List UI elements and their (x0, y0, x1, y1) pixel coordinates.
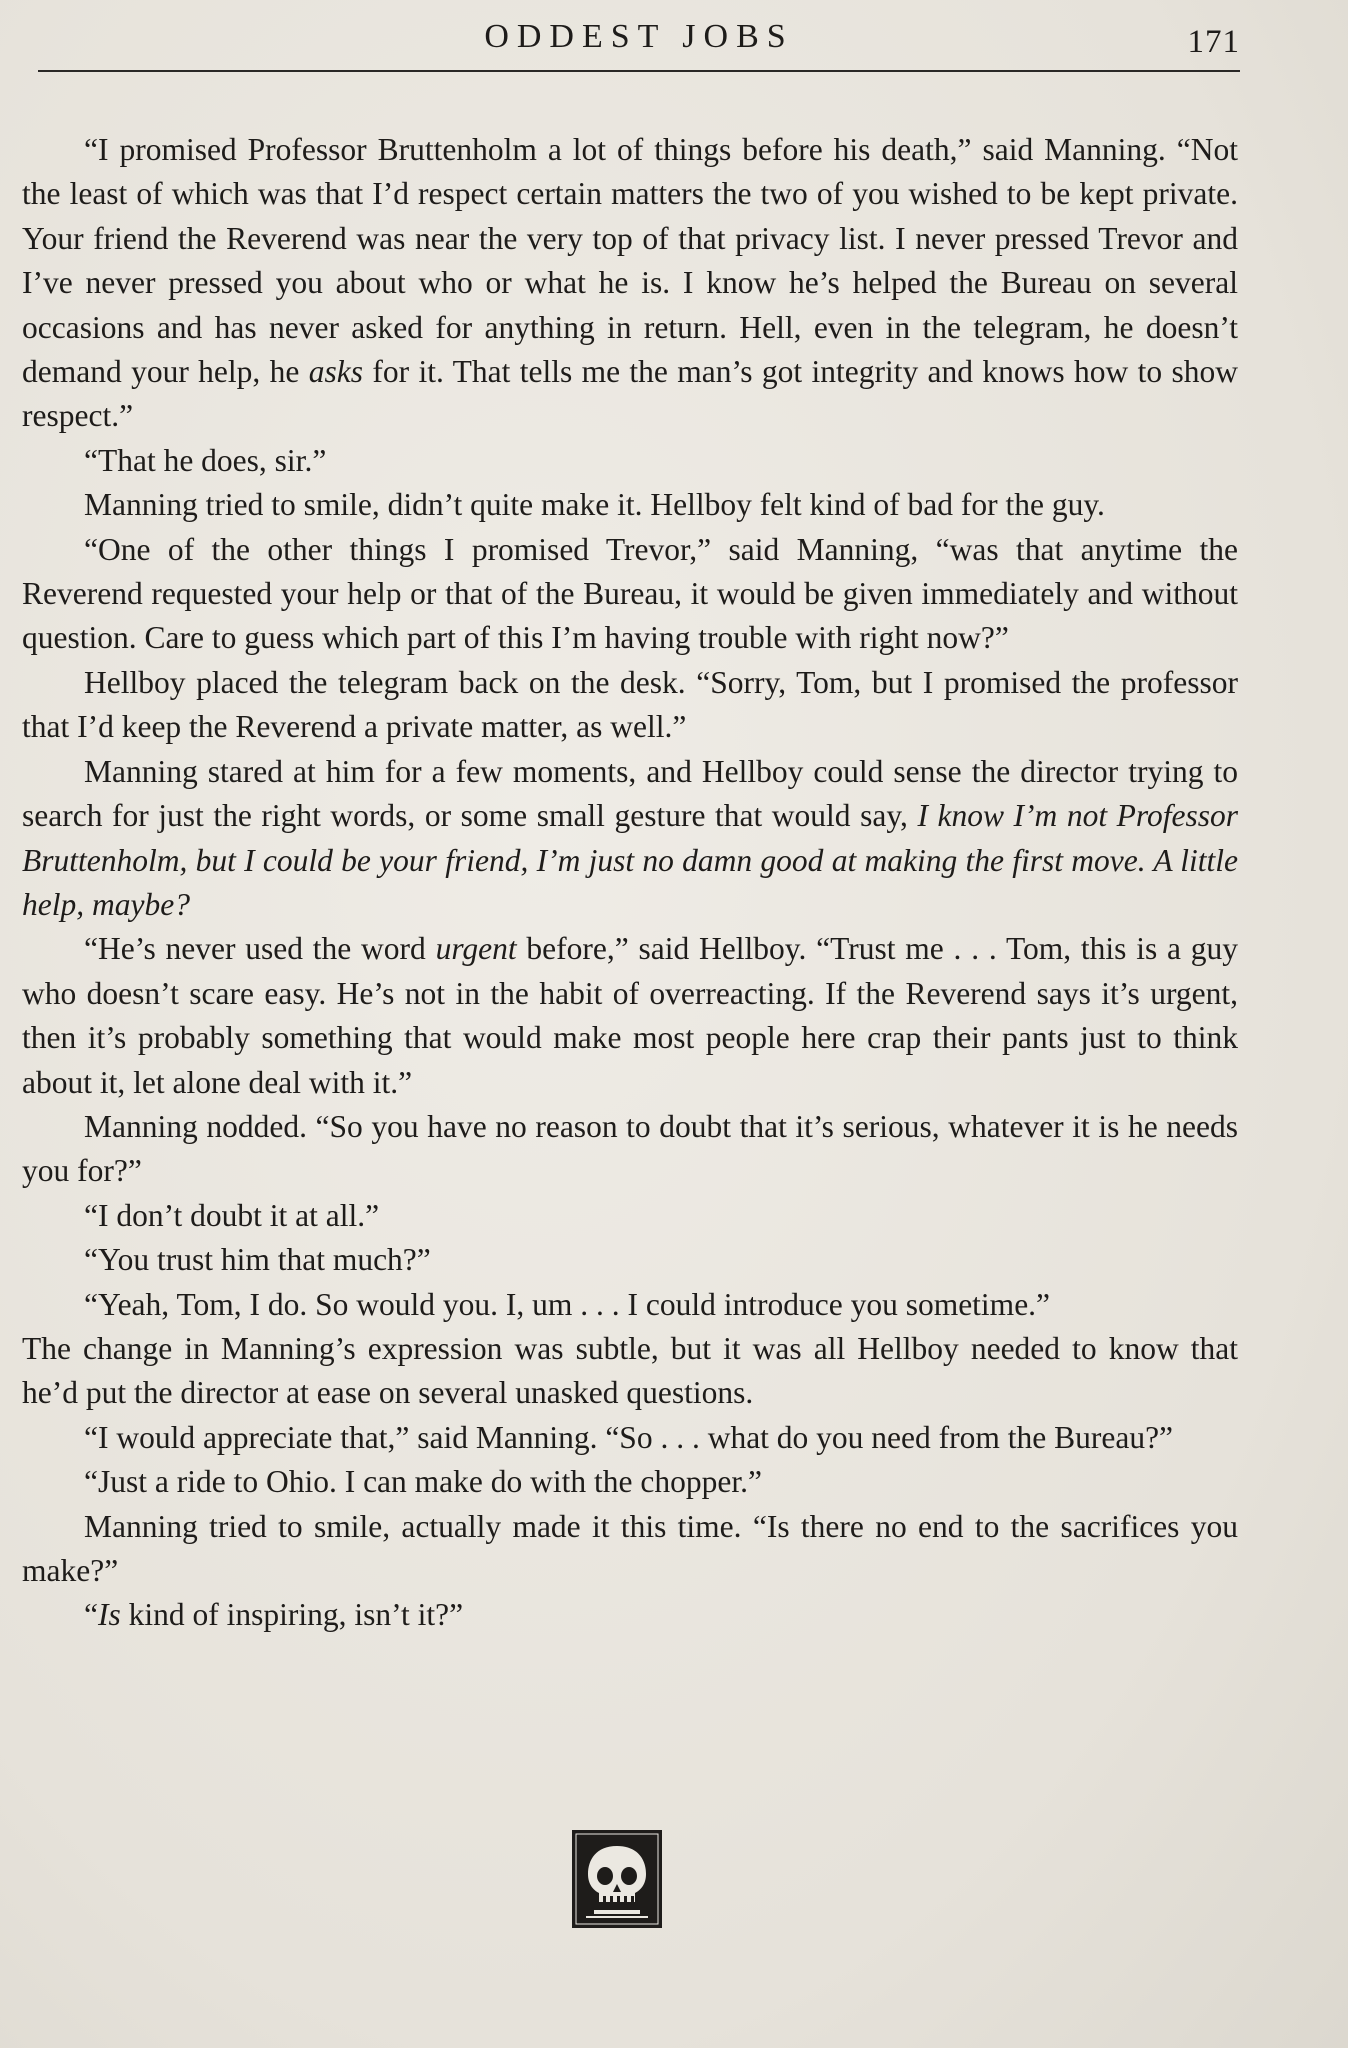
text-run: “Just a ride to Ohio. I can make do with the chopper.” (84, 1464, 762, 1500)
text-run: before,” said Hellboy. “Trust me . . . Tom, this is a guy who doesn’t scare easy. He’s not in the habit of overreacting. If the Reverend says it’s urgent, then it’s probably something that would make most people here crap their pants just to think about it, let alone deal with it.” (22, 931, 1238, 1100)
text-run: Manning stared at him for a few moments, and Hellboy could sense the director trying to search for just the right words, or some small gesture that would say, (22, 753, 1238, 834)
italic-text: I know I’m not Professor Bruttenholm, but I could be your friend, I’m just no damn good at making the first move. A little help, maybe? (22, 798, 1238, 922)
paragraph (22, 1238, 1238, 1282)
paragraph (22, 750, 1238, 928)
text-run: Manning tried to smile, actually made it this time. “Is there no end to the sacrifices you make?” (22, 1508, 1238, 1588)
running-head (38, 10, 1240, 72)
paragraph (22, 1460, 1238, 1504)
text-run: Manning nodded. “So you have no reason to doubt that it’s serious, whatever it is he needs you for?” (22, 1108, 1238, 1189)
text-run: for it. That tells me the man’s got integrity and knows how to show respect.” (22, 354, 1238, 434)
text-run: The change in Manning’s expression was subtle, but it was all Hellboy needed to know that he’d put the director at ease on several unasked questions. (22, 1330, 1238, 1411)
text-run: “You trust him that much?” (84, 1242, 431, 1278)
text-run: Hellboy placed the telegram back on the desk. “Sorry, Tom, but I promised the professor that I’d keep the Reverend a private matter, as well.” (22, 664, 1238, 745)
text-run: “One of the other things I promised Trevor,” said Manning, “was that anytime the Reverend requested your help or that of the Bureau, it would be given immediately and without question. Care to guess which part of this I’m having trouble with right now?” (22, 531, 1238, 656)
paragraph (22, 1327, 1238, 1416)
italic-text: urgent (435, 931, 517, 967)
paragraph (22, 1505, 1238, 1594)
text-run: “That he does, sir.” (84, 442, 327, 478)
text-run: Manning tried to smile, didn’t quite make it. Hellboy felt kind of bad for the guy. (84, 487, 1105, 523)
italic-text: Is (97, 1597, 121, 1633)
text-run: kind of inspiring, isn’t it?” (120, 1597, 464, 1633)
skull-icon (572, 1830, 662, 1928)
paragraph (22, 1416, 1238, 1460)
paragraph (22, 1105, 1238, 1194)
paragraph (22, 483, 1238, 527)
page-number: 171 (1187, 24, 1240, 60)
paragraph (22, 1194, 1238, 1238)
paragraph (22, 927, 1238, 1105)
paragraph (22, 1283, 1238, 1327)
running-title: ODDEST JOBS (484, 18, 794, 55)
paragraph (22, 128, 1238, 439)
paragraph (22, 528, 1238, 661)
body-text (22, 128, 1238, 1638)
text-run: “ (84, 1597, 98, 1633)
italic-text: asks (308, 354, 363, 390)
text-run: “I don’t doubt it at all.” (84, 1197, 380, 1233)
paragraph (22, 1593, 1238, 1637)
paragraph (22, 439, 1238, 483)
text-run: “He’s never used the word (84, 931, 436, 967)
text-run: “I promised Professor Bruttenholm a lot of things before his death,” said Manning. “Not the least of which was that I’d respect certain matters the two of you wished to be kept private. Your friend the Reverend was near the very top of that privacy list. I never pressed Trevor and I’ve never pressed you about who or what he is. I know he’s helped the Bureau on several occasions and has never asked for anything in return. Hell, even in the telegram, he doesn’t demand your help, he (22, 132, 1238, 390)
text-run: “Yeah, Tom, I do. So would you. I, um . . . I could introduce you sometime.” (84, 1286, 1051, 1322)
paragraph (22, 661, 1238, 750)
text-run: “I would appreciate that,” said Manning. “So . . . what do you need from the Bureau?” (84, 1419, 1174, 1455)
